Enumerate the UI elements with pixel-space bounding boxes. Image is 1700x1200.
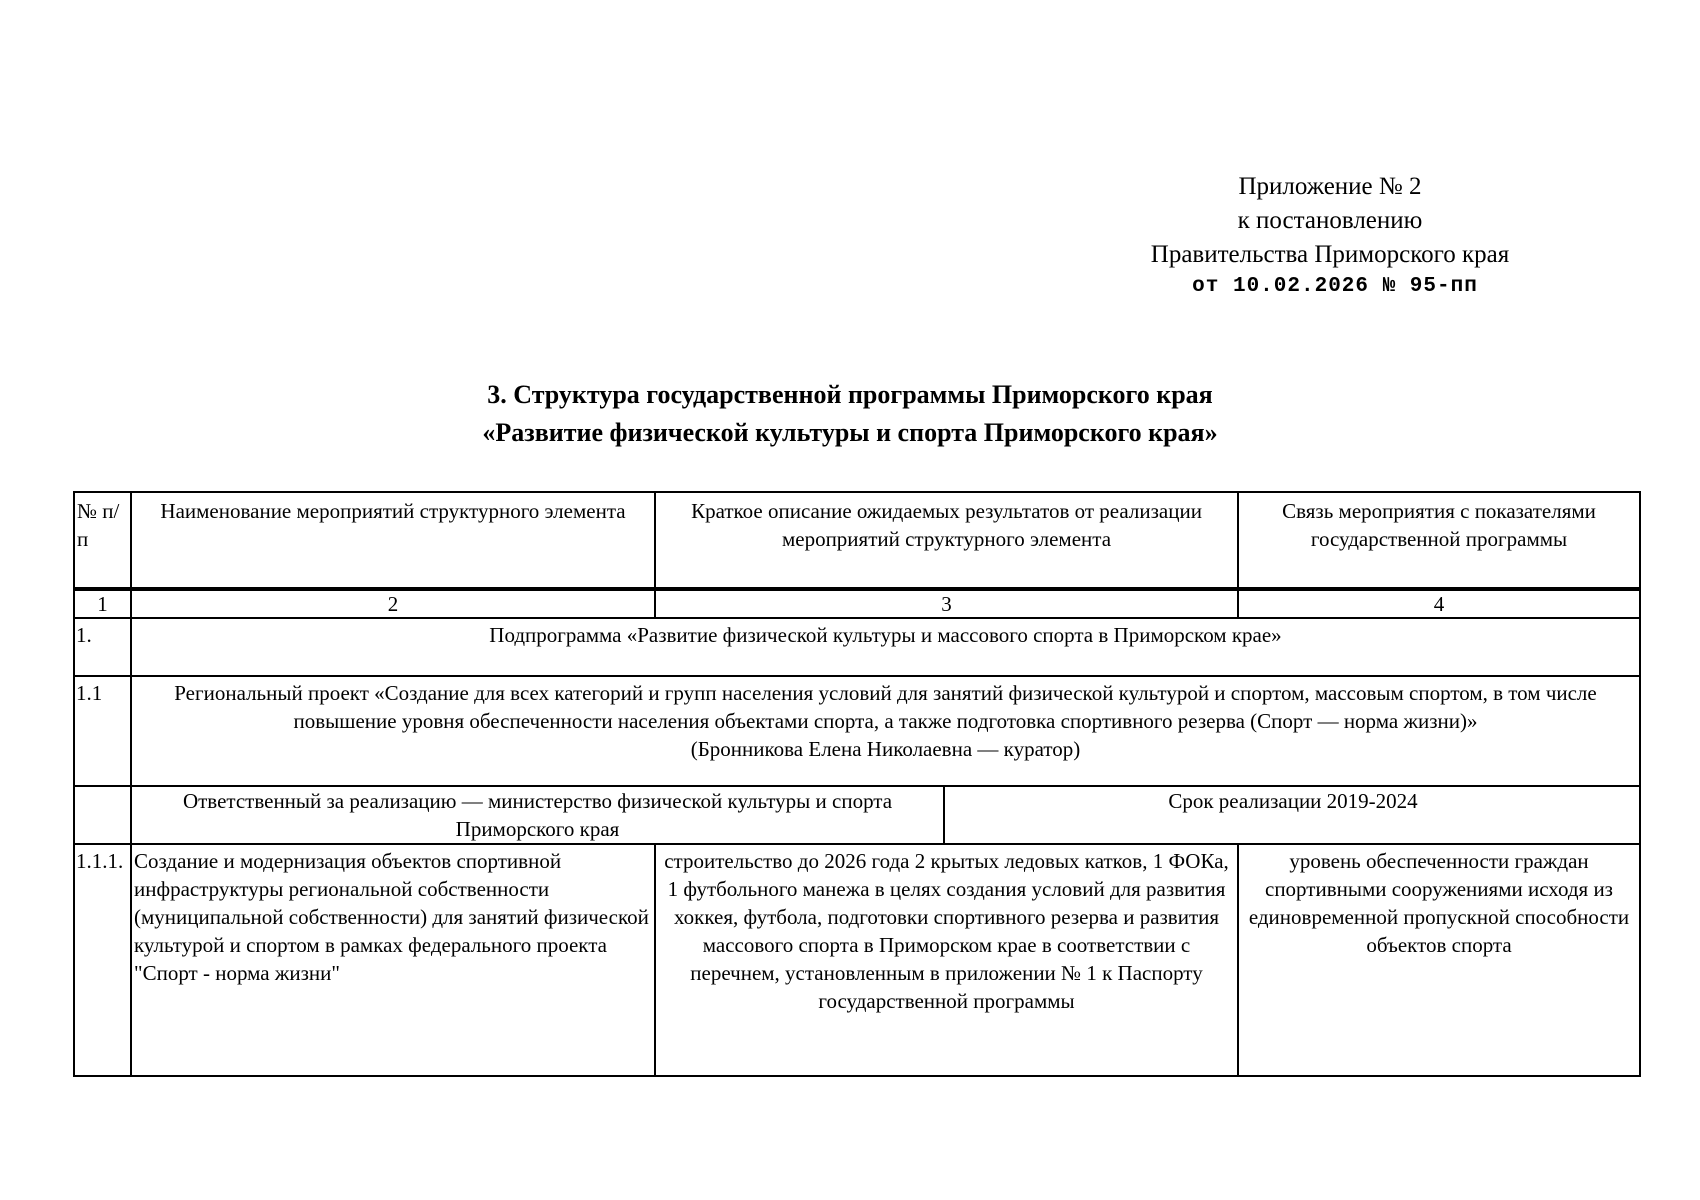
- header-name: Наименование мероприятий структурного элемента: [131, 492, 655, 588]
- regional-project-row: [74, 676, 1640, 786]
- header-row: [74, 492, 1640, 588]
- header-results: Краткое описание ожидаемых результатов от реализации мероприятий структурного элемента: [655, 492, 1238, 588]
- implementation-period: Срок реализации 2019-2024: [944, 787, 1640, 843]
- subprogram-title: Подпрограмма «Развитие физической культуры и массового спорта в Приморском крае»: [131, 618, 1640, 676]
- column-number: 1: [74, 590, 131, 618]
- structure-table: [73, 589, 1641, 1077]
- activity-num: 1.1.1.: [74, 844, 131, 1076]
- header-num: № п/п: [74, 492, 131, 588]
- title-line-2: «Развитие физической культуры и спорта Приморского края»: [482, 418, 1218, 447]
- regional-project-cell: [131, 676, 1640, 786]
- responsible-row: [74, 786, 1640, 844]
- appendix-line-1: Приложение № 2: [1238, 173, 1422, 200]
- regional-project-curator: (Бронникова Елена Николаевна — куратор): [690, 737, 1081, 761]
- responsible-executor: Ответственный за реализацию — министерство физической культуры и спорта Приморского края: [182, 789, 893, 841]
- registration-stamp: от 10.02.2026 № 95-пп: [1192, 275, 1478, 298]
- column-number: 3: [655, 590, 1238, 618]
- activity-indicator-link: уровень обеспеченности граждан спортивными сооружениями исходя из единовременной пропускной способности объектов спорта: [1238, 844, 1640, 1076]
- responsible-cell: [131, 786, 1640, 844]
- appendix-block: [1100, 170, 1560, 300]
- column-number-row: [74, 590, 1640, 618]
- responsible-num-empty: [74, 786, 131, 844]
- subprogram-num: 1.: [74, 618, 131, 676]
- activity-results: строительство до 2026 года 2 крытых ледовых катков, 1 ФОКа, 1 футбольного манежа в целях создания условий для развития хоккея, футбола, подготовки спортивного резерва и развития массового спорта в Приморском крае в соответствии с перечнем, установленным в приложении № 1 к Паспорту государственной программы: [655, 844, 1238, 1076]
- responsible-inner: [132, 787, 1640, 843]
- title-line-1: 3. Структура государственной программы Приморского края: [487, 380, 1213, 409]
- subprogram-row: [74, 618, 1640, 676]
- document-title: [0, 376, 1700, 452]
- header-table: [73, 491, 1641, 589]
- header-link: Связь мероприятия с показателями государственной программы: [1238, 492, 1640, 588]
- appendix-line-2: к постановлению: [1237, 207, 1423, 234]
- regional-project-num: 1.1: [74, 676, 131, 786]
- appendix-line-3: Правительства Приморского края: [1150, 241, 1510, 268]
- regional-project-title: Региональный проект «Создание для всех категорий и групп населения условий для занятий физической культурой и спортом, массовым спортом, в том числе повышение уровня обеспеченности населения объектами спорта, а также подготовка спортивного резерва (Спорт — норма жизни)»: [174, 681, 1597, 733]
- activity-row: [74, 844, 1640, 1076]
- column-number: 4: [1238, 590, 1640, 618]
- activity-name: Создание и модернизация объектов спортивной инфраструктуры региональной собственности (муниципальной собственности) для занятий физической культурой и спортом в рамках федерального проекта "Спорт - норма жизни": [131, 844, 655, 1076]
- column-number: 2: [131, 590, 655, 618]
